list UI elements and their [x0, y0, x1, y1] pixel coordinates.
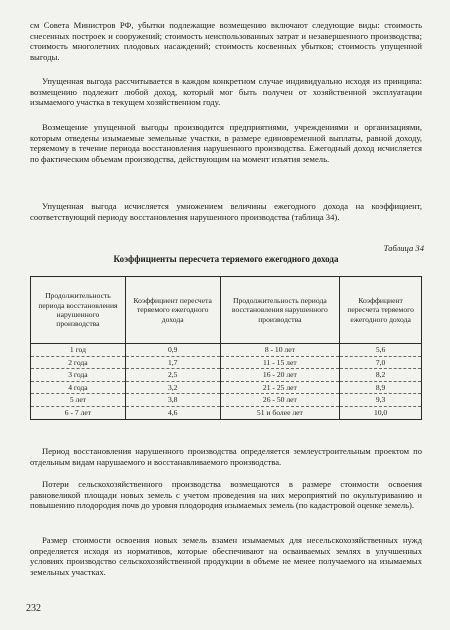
header-coefficient-2: Коэффициент пересчета теряемого ежегодного дохода [340, 277, 422, 344]
table-cell: 3,2 [125, 381, 220, 394]
table-number: Таблица 34 [383, 243, 424, 253]
table-cell: 2 года [31, 356, 126, 369]
paragraph-calculation: Упущенная выгода исчисляется умножением величины ежегодного дохода на коэффициент, соответствующий периоду восстановления нарушенного производства (таблица 34). [30, 201, 422, 222]
table-cell: 7,0 [340, 356, 422, 369]
table-row [31, 369, 422, 382]
header-period-1: Продолжительность периода восстановления нарушенного производства [31, 277, 126, 344]
table-row [31, 381, 422, 394]
table-cell: 0,9 [125, 344, 220, 357]
table-cell: 1 год [31, 344, 126, 357]
table-cell: 6 - 7 лет [31, 406, 126, 419]
table-cell: 3,8 [125, 394, 220, 407]
paragraph-intro: см Совета Министров РФ, убытки подлежащие возмещению включают следующие виды: стоимость снесенных построек и сооружений; стоимость неиспользованных затрат и незавершенного производства; стоимость многолетних плодовых насаждений; стоимость косвенных убытков; стоимость упущенной выгоды. [30, 20, 422, 62]
table-cell: 26 - 50 лет [220, 394, 340, 407]
table-title: Коэффициенты пересчета теряемого ежегодного дохода [113, 254, 339, 264]
header-period-2: Продолжительность периода восстановления нарушенного производства [220, 277, 340, 344]
table-cell: 9,3 [340, 394, 422, 407]
table-row [31, 344, 422, 357]
table-cell: 5 лет [31, 394, 126, 407]
header-coefficient-1: Коэффициент пересчета теряемого ежегодного дохода [125, 277, 220, 344]
table-cell: 1,7 [125, 356, 220, 369]
table-row [31, 394, 422, 407]
paragraph-compensation: Возмещение упущенной выгоды производится предприятиями, учреждениями и организациями, которым отведены изымаемые земельные участки, в размере единовременной выплаты, равной доходу, теряемому в течение периода восстановления нарушенного производства. Ежегодный доход исчисляется по фактическим объемам производства, действующим на момент изъятия земель. [30, 122, 422, 164]
table-cell: 8,9 [340, 381, 422, 394]
table-cell: 8 - 10 лет [220, 344, 340, 357]
table-cell: 51 и более лет [220, 406, 340, 419]
table-cell: 3 года [31, 369, 126, 382]
table-cell: 16 - 20 лет [220, 369, 340, 382]
table-header-row [31, 277, 422, 344]
paragraph-restoration-period: Период восстановления нарушенного производства определяется землеустроительным проектом по отдельным видам нарушаемого и восстанавливаемого производства. [30, 446, 422, 467]
table-cell: 8,2 [340, 369, 422, 382]
paragraph-agricultural-losses: Потери сельскохозяйственного производства возмещаются в размере стоимости освоения равновеликой площади новых земель с учетом проведения на них мероприятий по окультуриванию и повышению плодородия почв до уровня плодородия изымаемых земель (по кадастровой оценке земель). [30, 479, 422, 511]
table-cell: 4,6 [125, 406, 220, 419]
table-cell: 21 - 25 лет [220, 381, 340, 394]
coefficient-table [30, 276, 422, 420]
table-row [31, 406, 422, 419]
paragraph-lost-profit-definition: Упущенная выгода рассчитывается в каждом конкретном случае индивидуально исходя из принципа: возмещению подлежит любой доход, который мог быть получен от хозяйственной эксплуатации изымаемого участка в текущем хозяйственном году. [30, 76, 422, 108]
table-cell: 10,0 [340, 406, 422, 419]
table-row [31, 356, 422, 369]
paragraph-development-cost: Размер стоимости освоения новых земель взамен изымаемых для несельскохозяйственных нужд определяется исходя из нормативов, которые обеспечивают на осваиваемых землях в улучшенных условиях производство сельскохозяйственной продукции в объеме не менее получаемого на изымаемых земельных участках. [30, 535, 422, 577]
table-cell: 11 - 15 лет [220, 356, 340, 369]
page-number: 232 [26, 603, 41, 614]
table-cell: 5,6 [340, 344, 422, 357]
table-cell: 2,5 [125, 369, 220, 382]
table-cell: 4 года [31, 381, 126, 394]
